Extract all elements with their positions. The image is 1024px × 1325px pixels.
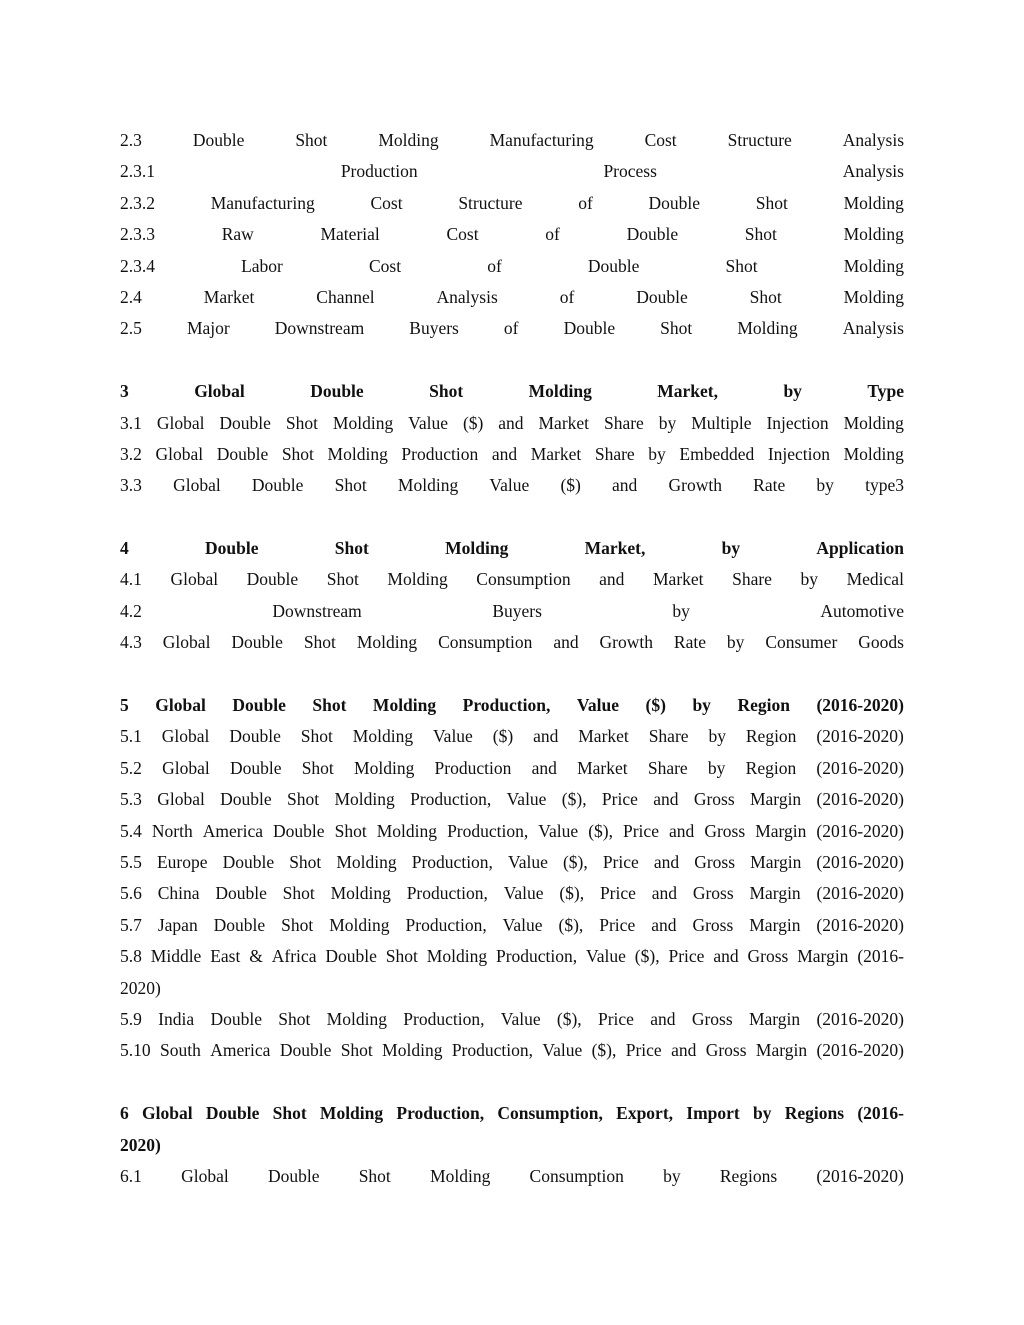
- toc-entry: 2.3.4 Labor Cost of Double Shot Molding: [120, 255, 904, 276]
- toc-entry: 4.1 Global Double Shot Molding Consumption and Market Share by Medical: [120, 569, 904, 590]
- toc-entry: 2.4 Market Channel Analysis of Double Shot Molding: [120, 286, 904, 307]
- toc-entry: 4.2 Downstream Buyers by Automotive: [120, 600, 904, 621]
- toc-entry: 2.3.2 Manufacturing Cost Structure of Double Shot Molding: [120, 192, 904, 213]
- toc-entry: 5.4 North America Double Shot Molding Production, Value ($), Price and Gross Margin (2016-2020): [120, 820, 904, 841]
- toc-section-heading: 5 Global Double Shot Molding Production, Value ($) by Region (2016-2020): [120, 695, 904, 716]
- toc-entry: 2.5 Major Downstream Buyers of Double Shot Molding Analysis: [120, 318, 904, 339]
- toc-section-heading: 4 Double Shot Molding Market, by Application: [120, 538, 904, 559]
- toc-entry: 5.10 South America Double Shot Molding Production, Value ($), Price and Gross Margin (2016-2020): [120, 1040, 904, 1061]
- toc-entry: 3.1 Global Double Shot Molding Value ($) and Market Share by Multiple Injection Molding: [120, 412, 904, 433]
- toc-entry: 5.9 India Double Shot Molding Production, Value ($), Price and Gross Margin (2016-2020): [120, 1008, 904, 1029]
- toc-section-heading: 3 Global Double Shot Molding Market, by Type: [120, 381, 904, 402]
- toc-entry: 5.6 China Double Shot Molding Production, Value ($), Price and Gross Margin (2016-2020): [120, 883, 904, 904]
- toc-entry: 3.3 Global Double Shot Molding Value ($) and Growth Rate by type3: [120, 475, 904, 496]
- toc-entry: 3.2 Global Double Shot Molding Production and Market Share by Embedded Injection Molding: [120, 443, 904, 464]
- toc-entry: 4.3 Global Double Shot Molding Consumption and Growth Rate by Consumer Goods: [120, 632, 904, 653]
- toc-section-heading: 2020): [120, 1134, 161, 1155]
- section-gap: [120, 659, 904, 690]
- toc-entry: 5.8 Middle East & Africa Double Shot Molding Production, Value ($), Price and Gross Margin (2016-: [120, 946, 904, 967]
- toc-section-heading: 6 Global Double Shot Molding Production, Consumption, Export, Import by Regions (2016-: [120, 1103, 904, 1124]
- toc-entry: 5.7 Japan Double Shot Molding Production, Value ($), Price and Gross Margin (2016-2020): [120, 914, 904, 935]
- section-gap: [120, 502, 904, 533]
- toc-page: [120, 125, 904, 1192]
- toc-entry: 6.1 Global Double Shot Molding Consumption by Regions (2016-2020): [120, 1165, 904, 1186]
- toc-entry: 2.3.1 Production Process Analysis: [120, 161, 904, 182]
- section-gap: [120, 1067, 904, 1098]
- toc-entry: 2.3.3 Raw Material Cost of Double Shot Molding: [120, 224, 904, 245]
- toc-entry: 5.5 Europe Double Shot Molding Production, Value ($), Price and Gross Margin (2016-2020): [120, 851, 904, 872]
- toc-entry: 5.1 Global Double Shot Molding Value ($) and Market Share by Region (2016-2020): [120, 726, 904, 747]
- toc-entry: 5.3 Global Double Shot Molding Production, Value ($), Price and Gross Margin (2016-2020): [120, 789, 904, 810]
- toc-entry: 2.3 Double Shot Molding Manufacturing Cost Structure Analysis: [120, 130, 904, 150]
- toc-entry: 5.2 Global Double Shot Molding Production and Market Share by Region (2016-2020): [120, 757, 904, 778]
- section-gap: [120, 345, 904, 376]
- toc-entry: 2020): [120, 977, 161, 998]
